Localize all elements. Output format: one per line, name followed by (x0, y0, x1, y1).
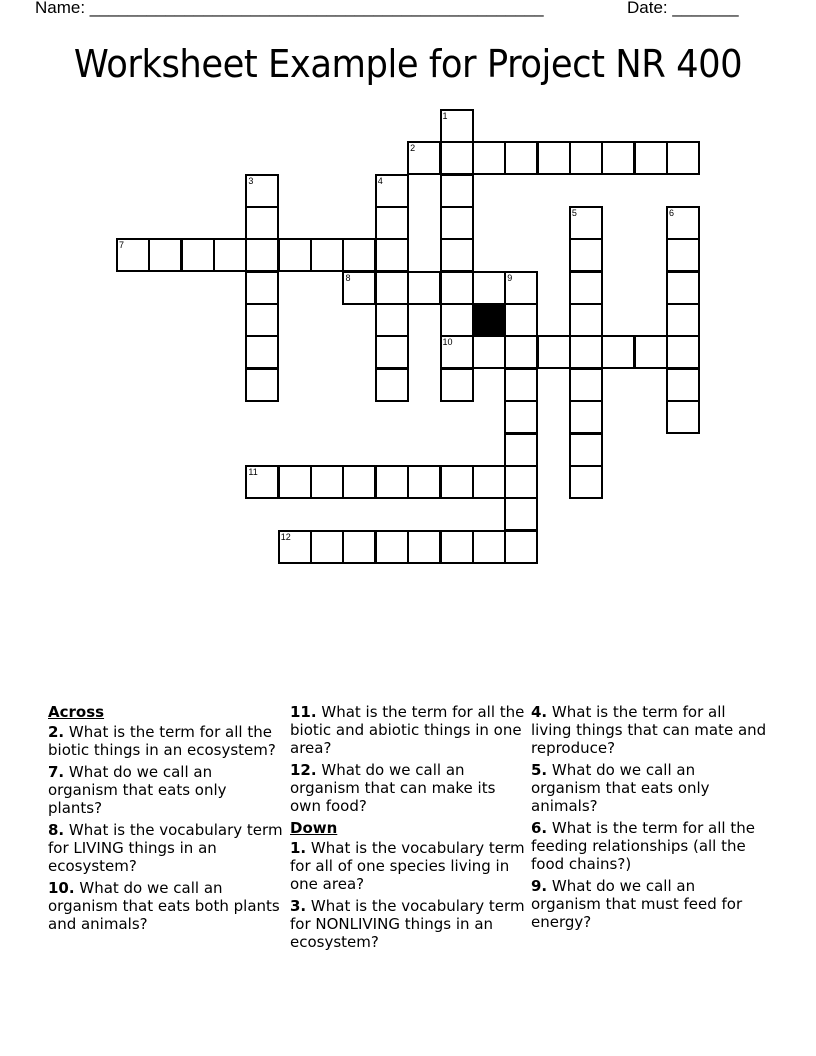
grid-cell[interactable] (245, 174, 279, 208)
page-title: Worksheet Example for Project NR 400 (73, 42, 743, 86)
grid-cell[interactable] (440, 530, 474, 564)
clue-text: What is the term for all living things that can mate and reproduce? (531, 703, 767, 757)
grid-cell[interactable] (342, 271, 376, 305)
grid-cell[interactable] (342, 238, 376, 272)
clue-number-label: 9 (507, 272, 513, 283)
grid-cell[interactable] (666, 141, 700, 175)
grid-cell[interactable] (504, 368, 538, 402)
clue-number-label: 3 (248, 175, 254, 186)
grid-cell[interactable] (666, 238, 700, 272)
grid-cell[interactable] (407, 465, 441, 499)
grid-cell[interactable] (537, 335, 571, 369)
clue-across-2 (48, 723, 284, 759)
grid-cell[interactable] (601, 141, 635, 175)
clue-number: 11. (290, 703, 317, 721)
clue-text: What is the vocabulary term for NONLIVING things in an ecosystem? (290, 897, 525, 951)
clue-number-label: 8 (345, 272, 351, 283)
grid-cell[interactable] (375, 368, 409, 402)
grid-cell[interactable] (634, 335, 668, 369)
grid-cell[interactable] (310, 238, 344, 272)
clue-number: 2. (48, 723, 65, 741)
clue-number: 4. (531, 703, 548, 721)
grid-cell[interactable] (440, 335, 474, 369)
grid-cell[interactable] (375, 465, 409, 499)
grid-cell[interactable] (569, 238, 603, 272)
grid-cell[interactable] (213, 238, 247, 272)
grid-cell[interactable] (569, 141, 603, 175)
clue-down-1 (290, 839, 526, 893)
across-heading: Across (48, 703, 105, 721)
grid-cell[interactable] (245, 335, 279, 369)
clue-number: 6. (531, 819, 548, 837)
grid-cell[interactable] (504, 433, 538, 467)
grid-cell[interactable] (245, 206, 279, 240)
grid-cell[interactable] (440, 368, 474, 402)
clue-number-label: 7 (119, 240, 125, 251)
grid-cell[interactable] (148, 238, 182, 272)
clue-text: What is the vocabulary term for LIVING things in an ecosystem? (48, 821, 283, 875)
grid-cell[interactable] (375, 271, 409, 305)
grid-cell[interactable] (116, 238, 150, 272)
clue-across-10 (48, 879, 284, 933)
grid-cell[interactable] (472, 271, 506, 305)
grid-cell[interactable] (504, 530, 538, 564)
grid-cell[interactable] (504, 303, 538, 337)
grid-cell[interactable] (666, 335, 700, 369)
grid-cell[interactable] (666, 271, 700, 305)
clues-column-2 (290, 703, 526, 955)
clue-number-label: 10 (442, 337, 453, 348)
grid-cell[interactable] (504, 141, 538, 175)
grid-cell[interactable] (181, 238, 215, 272)
clue-number: 12. (290, 761, 317, 779)
grid-cell[interactable] (504, 400, 538, 434)
grid-cell[interactable] (375, 530, 409, 564)
clue-text: What do we call an organism that can make its own food? (290, 761, 496, 815)
clue-number: 8. (48, 821, 65, 839)
grid-cell[interactable] (472, 465, 506, 499)
grid-cell[interactable] (569, 271, 603, 305)
clue-number-label: 5 (571, 208, 577, 219)
grid-cell[interactable] (440, 271, 474, 305)
grid-cell[interactable] (375, 335, 409, 369)
grid-cell[interactable] (245, 368, 279, 402)
grid-cell[interactable] (666, 303, 700, 337)
grid-cell[interactable] (278, 530, 312, 564)
clue-down-6 (531, 819, 767, 873)
clue-text: What do we call an organism that eats only animals? (531, 761, 710, 815)
clue-number: 1. (290, 839, 307, 857)
grid-cell[interactable] (245, 303, 279, 337)
grid-cell[interactable] (569, 335, 603, 369)
grid-cell[interactable] (407, 271, 441, 305)
grid-cell[interactable] (440, 109, 474, 143)
clue-across-7 (48, 763, 284, 817)
grid-cell[interactable] (375, 303, 409, 337)
grid-cell[interactable] (440, 174, 474, 208)
grid-cell[interactable] (504, 465, 538, 499)
clue-across-8 (48, 821, 284, 875)
clue-number-label: 4 (377, 175, 383, 186)
clue-text: What do we call an organism that eats only plants? (48, 763, 227, 817)
grid-cell[interactable] (440, 206, 474, 240)
clues-column-1 (48, 703, 284, 937)
grid-cell[interactable] (569, 206, 603, 240)
clue-number: 9. (531, 877, 548, 895)
clue-across-11 (290, 703, 526, 757)
grid-cell[interactable] (472, 530, 506, 564)
clue-text: What do we call an organism that eats both plants and animals? (48, 879, 280, 933)
clue-text: What is the term for all the feeding relationships (all the food chains?) (531, 819, 755, 873)
grid-cell[interactable] (245, 465, 279, 499)
clue-down-9 (531, 877, 767, 931)
grid-cell[interactable] (440, 141, 474, 175)
grid-cell[interactable] (504, 271, 538, 305)
grid-cell[interactable] (504, 497, 538, 531)
grid-cell[interactable] (375, 174, 409, 208)
clue-down-3 (290, 897, 526, 951)
name-field[interactable]: Name: ________________________________________________ (35, 0, 544, 17)
clue-text: What do we call an organism that must feed for energy? (531, 877, 743, 931)
grid-cell[interactable] (278, 465, 312, 499)
clue-number: 7. (48, 763, 65, 781)
grid-cell[interactable] (569, 303, 603, 337)
grid-cell[interactable] (601, 335, 635, 369)
grid-cell[interactable] (666, 206, 700, 240)
grid-cell[interactable] (440, 465, 474, 499)
clue-number: 5. (531, 761, 548, 779)
clue-text: What is the term for all the biotic and abiotic things in one area? (290, 703, 525, 757)
clue-number: 3. (290, 897, 307, 915)
grid-cell[interactable] (440, 238, 474, 272)
grid-cell[interactable] (472, 141, 506, 175)
grid-cell[interactable] (440, 303, 474, 337)
clue-down-4 (531, 703, 767, 757)
clues-column-3 (531, 703, 767, 935)
clue-number: 10. (48, 879, 75, 897)
clue-number-label: 1 (442, 111, 448, 121)
clue-number-label: 6 (668, 208, 674, 219)
grid-cell[interactable] (569, 465, 603, 499)
clue-across-12 (290, 761, 526, 815)
grid-cell[interactable] (375, 206, 409, 240)
grid-cell[interactable] (245, 238, 279, 272)
grid-cell[interactable] (634, 141, 668, 175)
clue-number-label: 2 (410, 143, 416, 154)
grid-cell[interactable] (245, 271, 279, 305)
grid-cell[interactable] (310, 530, 344, 564)
clue-text: What is the term for all the biotic things in an ecosystem? (48, 723, 276, 759)
grid-cell[interactable] (278, 238, 312, 272)
clue-text: What is the vocabulary term for all of one species living in one area? (290, 839, 525, 893)
clue-number-label: 12 (280, 531, 291, 542)
grid-cell[interactable] (666, 368, 700, 402)
grid-cell[interactable] (375, 238, 409, 272)
grid-cell[interactable] (569, 433, 603, 467)
grid-cell[interactable] (472, 335, 506, 369)
clue-number-label: 11 (248, 466, 258, 477)
grid-cell[interactable] (569, 368, 603, 402)
grid-cell[interactable] (407, 530, 441, 564)
grid-cell[interactable] (569, 400, 603, 434)
grid-cell[interactable] (342, 530, 376, 564)
black-square (472, 303, 506, 337)
grid-cell[interactable] (342, 465, 376, 499)
date-field[interactable]: Date: _______ (627, 0, 739, 17)
grid-cell[interactable] (666, 400, 700, 434)
grid-cell[interactable] (407, 141, 441, 175)
grid-cell[interactable] (537, 141, 571, 175)
down-heading: Down (290, 819, 338, 837)
grid-cell[interactable] (504, 335, 538, 369)
clue-down-5 (531, 761, 767, 815)
grid-cell[interactable] (310, 465, 344, 499)
